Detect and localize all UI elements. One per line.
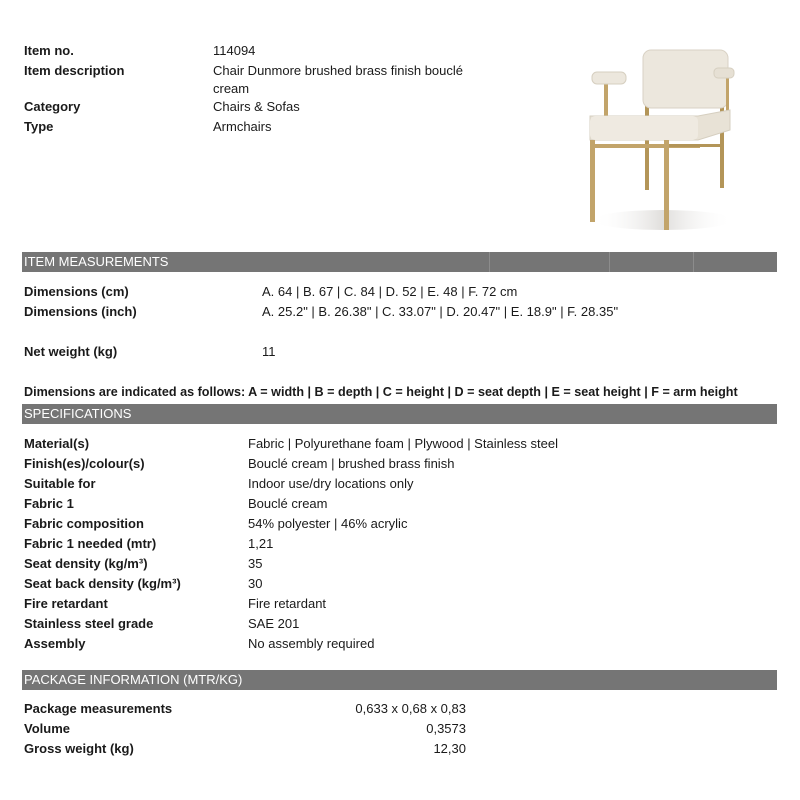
- arm-post-right: [726, 75, 729, 115]
- package-information-header: [22, 670, 777, 690]
- item-description-line2: cream: [213, 81, 250, 96]
- package-information-title: PACKAGE INFORMATION (MTR/KG): [24, 672, 243, 687]
- spec-label: Suitable for: [24, 476, 96, 491]
- specifications-title: SPECIFICATIONS: [24, 406, 132, 421]
- net-weight-value: 11: [262, 344, 276, 359]
- header-divider: [609, 252, 610, 272]
- spec-value: Fabric | Polyurethane foam | Plywood | Stainless steel: [248, 436, 559, 451]
- gross-weight-label: Gross weight (kg): [24, 741, 134, 756]
- type-label: Type: [24, 119, 54, 134]
- spec-value: 1,21: [248, 536, 274, 551]
- type-value: Armchairs: [213, 119, 272, 134]
- item-measurements-title: ITEM MEASUREMENTS: [24, 254, 169, 269]
- category-label: Category: [24, 99, 81, 114]
- backrest: [643, 50, 728, 108]
- armrest-left: [592, 72, 626, 84]
- specifications-header: [22, 404, 777, 424]
- spec-value: Bouclé cream | brushed brass finish: [248, 456, 455, 471]
- spec-label: Fabric composition: [24, 516, 144, 531]
- spec-label: Fire retardant: [24, 596, 108, 611]
- spec-value: Bouclé cream: [248, 496, 328, 511]
- spec-label: Assembly: [24, 636, 86, 651]
- dimensions-cm-value: A. 64 | B. 67 | C. 84 | D. 52 | E. 48 | F. 72 cm: [262, 284, 518, 299]
- package-measurements-value: 0,633 x 0,68 x 0,83: [355, 701, 466, 716]
- spec-value: 30: [248, 576, 263, 591]
- item-description-line1: Chair Dunmore brushed brass finish bouclé: [213, 63, 464, 78]
- dimensions-cm-label: Dimensions (cm): [24, 284, 129, 299]
- gross-weight-value: 12,30: [433, 741, 466, 756]
- net-weight-label: Net weight (kg): [24, 344, 118, 359]
- spec-label: Seat back density (kg/m³): [24, 576, 181, 591]
- spec-label: Seat density (kg/m³): [24, 556, 148, 571]
- spec-value: 35: [248, 556, 263, 571]
- header-divider: [489, 252, 490, 272]
- volume-value: 0,3573: [426, 721, 466, 736]
- armchair-product-photo: [578, 40, 748, 240]
- spec-value: SAE 201: [248, 616, 300, 631]
- spec-label: Material(s): [24, 436, 90, 451]
- spec-value: Fire retardant: [248, 596, 327, 611]
- spec-label: Finish(es)/colour(s): [24, 456, 145, 471]
- dimensions-legend: Dimensions are indicated as follows: A = width | B = depth | C = height | D = seat depth | E = seat height | F = arm height: [24, 385, 738, 399]
- package-measurements-label: Package measurements: [24, 701, 173, 716]
- spec-label: Fabric 1 needed (mtr): [24, 536, 157, 551]
- header-divider: [693, 252, 694, 272]
- dimensions-inch-label: Dimensions (inch): [24, 304, 137, 319]
- spec-value: No assembly required: [248, 636, 375, 651]
- volume-label: Volume: [24, 721, 70, 736]
- spec-value: 54% polyester | 46% acrylic: [248, 516, 408, 531]
- item-no-label: Item no.: [24, 43, 74, 58]
- item-measurements-header: [22, 252, 777, 272]
- dimensions-inch-value: A. 25.2" | B. 26.38" | C. 33.07" | D. 20.47" | E. 18.9" | F. 28.35": [262, 304, 619, 319]
- item-no-value: 114094: [213, 43, 256, 58]
- spec-label: Fabric 1: [24, 496, 74, 511]
- armrest-right: [714, 68, 734, 78]
- seat-front: [590, 116, 698, 140]
- category-value: Chairs & Sofas: [213, 99, 300, 114]
- front-leg-left: [590, 140, 595, 222]
- spec-label: Stainless steel grade: [24, 616, 154, 631]
- spec-value: Indoor use/dry locations only: [248, 476, 414, 491]
- floor-shadow: [593, 210, 733, 230]
- front-leg-right: [664, 140, 669, 230]
- item-description-label: Item description: [24, 63, 125, 78]
- side-rail: [666, 144, 722, 147]
